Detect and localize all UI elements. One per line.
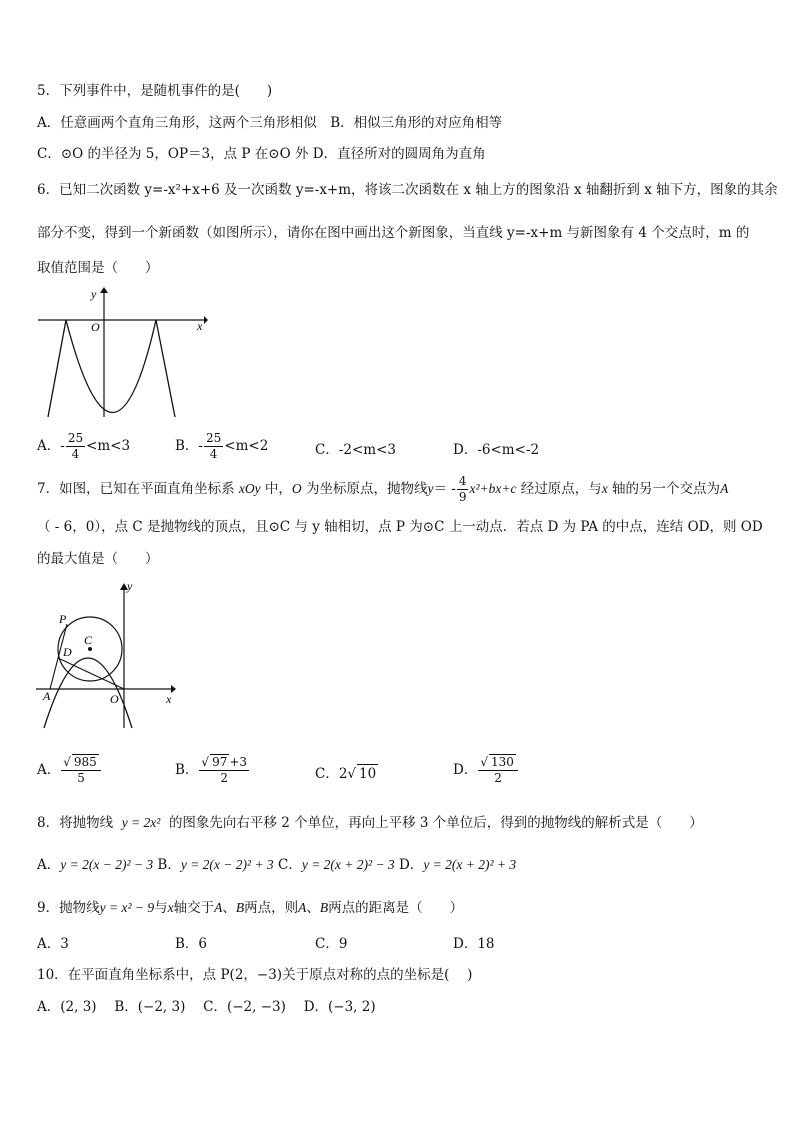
q8-stem: 8．将抛物线 y = 2x² 的图象先向右平移 2 个单位，再向上平移 3 个单位后，得到的抛物线的解析式是（ ） [37, 815, 703, 831]
q7-d-label: D [63, 645, 72, 659]
q6-x-arrow [204, 316, 208, 324]
q7-option-d: D． $\frac{√ 130}{2}$ [453, 754, 519, 786]
q7-parabola [44, 658, 132, 728]
q8-options: A．y = 2(x − 2)² − 3 B．y = 2(x − 2)² + 3 C．y = 2(x + 2)² − 3 D．y = 2(x + 2)² + 3 [37, 857, 517, 873]
q6-figure [36, 285, 208, 420]
q7-p-label: P [59, 612, 67, 626]
q6-folded-arc [66, 320, 156, 413]
q7-option-c: C．2√ 10 [315, 766, 377, 782]
q10-stem: 10．在平面直角坐标系中，点 P(2，−3)关于原点对称的点的坐标是( ) [37, 967, 473, 983]
q5-stem: 5．下列事件中，是随机事件的是( ) [37, 83, 273, 99]
q9-option-c: C．9 [315, 936, 348, 952]
q7-c-label: C [84, 633, 93, 647]
q7-option-a: A． $\frac{√ 985}{5}$ [37, 754, 102, 786]
q6-option-d: D．-6<m<-2 [453, 442, 540, 458]
q7-a-label: A [43, 689, 51, 703]
q6-stem-line2: 部分不变，得到一个新函数（如图所示），请你在图中画出这个新图象，当直线 y=-x+m 与新图象有 4 个交点时，m 的 [37, 225, 750, 241]
q5-options-line1: A．任意画两个直角三角形，这两个三角形相似 B．相似三角形的对应角相等 [37, 115, 503, 131]
q6-y-label: y [91, 287, 97, 301]
q7-stem-line3: 的最大值是（ ） [37, 551, 159, 567]
q9-option-d: D．18 [453, 936, 495, 952]
q9-option-b: B．6 [175, 936, 208, 952]
q6-option-c: C．-2<m<3 [315, 442, 396, 458]
q6-left-branch [48, 320, 66, 417]
q6-right-branch [156, 320, 175, 417]
q7-origin-label: O [110, 692, 119, 706]
q6-x-label: x [197, 319, 203, 333]
q7-x-label: x [166, 692, 172, 706]
q7-stem-line2: （ - 6，0），点 C 是抛物线的顶点，且⊙C 与 y 轴相切，点 P 为⊙C 上一动点．若点 D 为 PA 的中点，连结 OD，则 OD [37, 519, 763, 535]
q6-option-b: B．- $\frac{25}{4}$ <m<2 [175, 431, 269, 461]
q6-option-a: A．- $\frac{25}{4}$ <m<3 [37, 431, 131, 461]
q6-stem-line1: 6．已知二次函数 y=-x²+x+6 及一次函数 y=-x+m，将该二次函数在 x 轴上方的图象沿 x 轴翻折到 x 轴下方，图象的其余 [37, 182, 778, 198]
q7-stem-line1: 7．如图，已知在平面直角坐标系 xOy 中，O 为坐标原点，抛物线y＝ - $\frac{4}{9}$ x²+bx+c 经过原点，与x 轴的另一个交点为A [37, 474, 729, 504]
q7-y-label: y [127, 579, 133, 593]
q7-figure [36, 578, 180, 730]
q6-origin-label: O [91, 320, 100, 334]
q9-option-a: A．3 [37, 936, 69, 952]
q5-options-line2: C．⊙O 的半径为 5，OP＝3，点 P 在⊙O 外 D．直径所对的圆周角为直角 [37, 146, 486, 162]
q9-stem: 9．抛物线y = x² − 9与x轴交于A、B两点，则A、B两点的距离是（ ） [37, 900, 464, 916]
q10-options: A．(2, 3) B．(−2, 3) C．(−2, −3) D．(−3, 2) [37, 999, 376, 1015]
q6-stem-line3: 取值范围是（ ） [37, 260, 159, 276]
q7-option-b: B． $\frac{√ 97 +3}{2}$ [175, 755, 248, 785]
q6-y-arrow [100, 287, 108, 293]
q7-point-c [88, 647, 92, 651]
q7-x-arrow [171, 685, 176, 693]
